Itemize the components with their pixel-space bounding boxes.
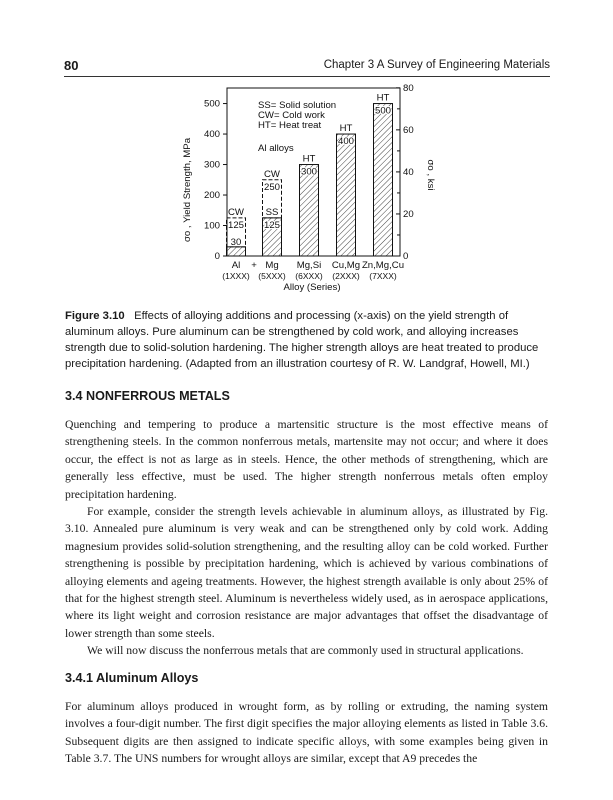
bar-upper-value: 250 bbox=[263, 181, 281, 193]
y-tick-label: 300 bbox=[203, 159, 220, 171]
text-flow bbox=[65, 308, 548, 777]
x-series-label: (2XXX) bbox=[332, 271, 360, 281]
y-axis-right-label: σo , ksi bbox=[425, 159, 436, 191]
x-series-label: (5XXX) bbox=[258, 271, 286, 281]
section-heading: 3.4 NONFERROUS METALS bbox=[65, 389, 230, 403]
bar-base-segment bbox=[227, 247, 246, 256]
legend-ss: SS= Solid solution bbox=[258, 100, 337, 111]
bar-base-value: 500 bbox=[374, 105, 392, 117]
paragraph: We will now discuss the nonferrous metals that are commonly used in structural applications. bbox=[87, 644, 524, 658]
y-tick-label: 0 bbox=[214, 251, 220, 262]
figure-caption bbox=[65, 308, 548, 372]
bar-base-value: 400 bbox=[337, 136, 355, 148]
y-right-tick-label: 80 bbox=[403, 82, 414, 94]
bar-base-segment bbox=[337, 134, 356, 256]
bar-base-segment bbox=[300, 165, 319, 256]
bar-base-type: HT bbox=[302, 153, 316, 165]
paragraph: For aluminum alloys produced in wrought form, as by rolling or extruding, the naming system involves a four-digit number. The first digit specifies the major alloying elements as listed in Table 3.6. Subsequent digits are then assigned to indicate specific alloys, with some examples being given in Table 3.7. The UNS numbers for wrought alloys are similar, except that A9 precedes the bbox=[65, 699, 548, 765]
x-series-label: (7XXX) bbox=[369, 271, 397, 281]
chapter-title: Chapter 3 A Survey of Engineering Materials bbox=[323, 59, 550, 71]
bar-base-type: SS bbox=[265, 206, 279, 218]
bar-upper-type: CW bbox=[264, 168, 280, 180]
annotation-al-alloys: Al alloys bbox=[258, 143, 294, 154]
subsection-body bbox=[65, 698, 548, 768]
legend-cw: CW= Cold work bbox=[258, 110, 325, 121]
bar-base-segment bbox=[374, 104, 393, 256]
x-tick-label: Zn,Mg,Cu bbox=[361, 260, 405, 271]
x-axis-label: Alloy (Series) bbox=[283, 282, 341, 293]
x-tick-label: Al bbox=[231, 260, 241, 271]
x-tick-label: Cu,Mg bbox=[331, 260, 361, 271]
x-series-label: (6XXX) bbox=[295, 271, 323, 281]
plus-sign: + bbox=[251, 260, 257, 271]
bar-base-value: 125 bbox=[263, 219, 281, 231]
bar-upper-type: CW bbox=[228, 206, 244, 218]
y-axis-label: σo , Yield Strength, MPa bbox=[182, 137, 193, 243]
y-right-tick-label: 40 bbox=[403, 166, 414, 178]
y-right-tick-label: 0 bbox=[403, 251, 409, 262]
page-number: 80 bbox=[64, 58, 79, 73]
bar-base-value: 30 bbox=[230, 236, 242, 248]
y-tick-label: 400 bbox=[203, 129, 220, 141]
y-tick-label: 100 bbox=[203, 220, 220, 232]
caption-text: Effects of alloying additions and processing (x-axis) on the yield strength of aluminum alloys. Pure aluminum can be strengthened by cold work, and alloying increases strength due to solid-solution hardening. The higher strength alloys are heat treated to produce precipitation hardening. (Adapted from an illustration courtesy of R. W. Landgraf, Howell, MI.) bbox=[65, 310, 539, 370]
figure-label: Figure 3.10 bbox=[65, 310, 125, 322]
section-body bbox=[65, 416, 548, 660]
x-tick-label: Mg,Si bbox=[296, 260, 322, 271]
bar-base-type: HT bbox=[376, 92, 390, 104]
bar-upper-value: 125 bbox=[227, 219, 245, 231]
y-right-tick-label: 20 bbox=[403, 208, 414, 220]
yield-strength-chart bbox=[160, 80, 460, 302]
y-tick-label: 200 bbox=[203, 190, 220, 202]
y-right-tick-label: 60 bbox=[403, 124, 414, 136]
bar-base-type: HT bbox=[339, 123, 353, 135]
bar-base-value: 300 bbox=[300, 166, 318, 178]
legend-ht: HT= Heat treat bbox=[258, 120, 322, 131]
x-series-label: (1XXX) bbox=[222, 271, 250, 281]
subsection-heading: 3.4.1 Aluminum Alloys bbox=[65, 670, 199, 685]
x-tick-label: Mg bbox=[265, 260, 279, 271]
paragraph: For example, consider the strength levels achievable in aluminum alloys, as illustrated by Fig. 3.10. Annealed pure aluminum is very weak and can be strengthened only by cold work. Adding magnesium provides solid-solution strengthening, and the resulting alloy can be cold worked. Further strengthening is possible by precipitation hardening, which is achieved by various combinations of alloying elements and ageing treatments. However, the highest strength available is only about 25% of that for the highest strength steel. Aluminum is nevertheless widely used, as in aerospace applications, where its light weight and corrosion resistance are major advantages that offset the disadvantage of lower strength than some steels. bbox=[65, 505, 548, 640]
running-header bbox=[64, 58, 550, 77]
paragraph: Quenching and tempering to produce a martensitic structure is the most effective means of strengthening steels. In the common nonferrous metals, martensite may not occur; and where it does occur, the effect is not as large as in steels. Hence, the other methods of strengthening, which are generally less effective, must be used. The higher strength nonferrous metals often employ precipitation hardening. bbox=[65, 418, 548, 501]
y-tick-label: 500 bbox=[203, 98, 220, 110]
